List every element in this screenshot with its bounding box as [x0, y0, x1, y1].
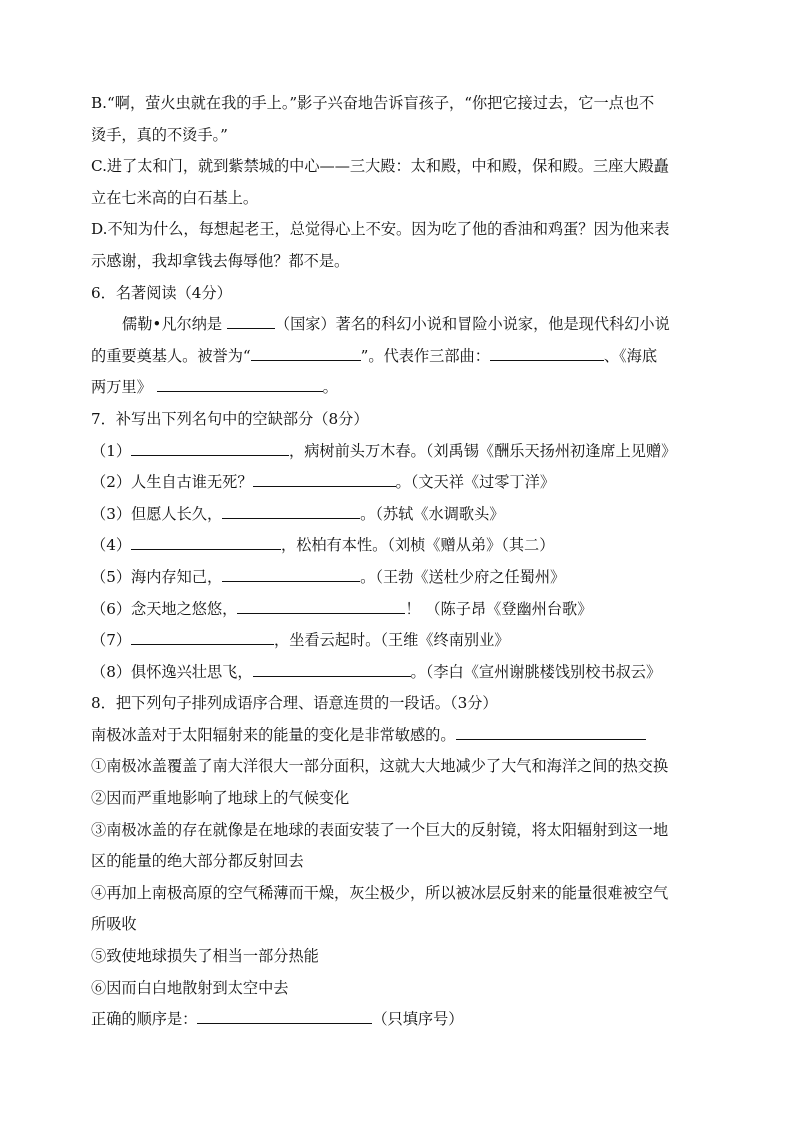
- q7-item-1: [91, 436, 703, 468]
- q7-item-prefix: 念天地之悠悠，: [131, 599, 238, 618]
- q7-item-prefix: 俱怀逸兴壮思飞，: [131, 662, 253, 681]
- q6-paragraph-line-2: [91, 341, 703, 373]
- q7-item-prefix: 人生自古谁无死？: [131, 473, 253, 492]
- q8-sentence-3-line-1: ③南极冰盖的存在就像是在地球的表面安装了一个巨大的反射镜，将太阳辐射到这一地: [91, 820, 669, 839]
- q7-item-number: （3）: [91, 504, 132, 523]
- answer-blank-work-3[interactable]: [157, 373, 323, 392]
- option-c-line-1: C.进了太和门，就到紫禁城的中心——三大殿：太和殿，中和殿，保和殿。三座大殿矗: [91, 157, 669, 176]
- answer-blank-work-1[interactable]: [490, 342, 604, 361]
- option-b-line-2: 烫手，真的不烫手。”: [91, 125, 228, 144]
- q6-text: 的重要奠基人。被誉为“: [91, 346, 251, 365]
- q7-item-number: （2）: [91, 473, 132, 492]
- q7-item-suffix: ，松柏有本性。（刘桢《赠从弟》（其二）: [281, 536, 555, 555]
- q7-item-number: （5）: [91, 567, 132, 586]
- option-c-line-2: 立在七米高的白石基上。: [91, 188, 259, 207]
- answer-blank-title[interactable]: [251, 342, 361, 361]
- q7-item-number: （7）: [91, 631, 132, 650]
- q8-answer-label: 正确的顺序是：: [91, 1010, 198, 1029]
- exam-page: [91, 88, 703, 1036]
- q6-text: 两万里》: [91, 378, 157, 397]
- q6-text: 、《海底: [603, 346, 658, 365]
- q6-paragraph-line-1: [91, 309, 703, 341]
- answer-blank-q7-3[interactable]: [222, 500, 360, 519]
- q7-item-number: （4）: [91, 536, 132, 555]
- answer-blank-q7-2[interactable]: [253, 468, 396, 487]
- answer-blank-q7-8[interactable]: [253, 658, 411, 677]
- q6-title: 6．名著阅读（4分）: [91, 283, 232, 302]
- q8-sentence-2: ②因而严重地影响了地球上的气候变化: [91, 789, 350, 808]
- q7-item-5: [91, 562, 703, 594]
- q7-item-3: [91, 499, 703, 531]
- q6-text: （国家）著名的科幻小说和冒险小说家，他是现代科幻小说: [274, 315, 670, 334]
- q7-item-suffix: ，病树前头万木春。（刘禹锡《酬乐天扬州初逢席上见赠》: [289, 441, 677, 460]
- answer-blank-q8-order[interactable]: [197, 1005, 372, 1024]
- q7-title: 7．补写出下列名句中的空缺部分（8分）: [91, 409, 369, 428]
- answer-blank-q7-4[interactable]: [131, 531, 281, 550]
- q7-item-number: （1）: [91, 441, 132, 460]
- answer-blank-q7-1[interactable]: [131, 437, 289, 456]
- q8-sentence-5: ⑤致使地球损失了相当一部分热能: [91, 947, 319, 966]
- option-d-line-1: D.不知为什么，每想起老王，总觉得心上不安。因为吃了他的香油和鸡蛋？因为他来表: [91, 220, 670, 239]
- q7-item-number: （6）: [91, 599, 132, 618]
- q6-text: 儒勒•凡尔纳是: [122, 315, 227, 334]
- q6-text: 。: [322, 378, 338, 397]
- q8-sentence-3-line-2: 区的能量的绝大部分都反射回去: [91, 852, 304, 871]
- q7-item-suffix: ！ （陈子昂《登幽州台歌》: [405, 599, 593, 618]
- answer-blank-country[interactable]: [227, 310, 275, 329]
- q7-item-7: [91, 625, 703, 657]
- q7-item-prefix: 海内存知己，: [131, 567, 223, 586]
- q8-sentence-1: ①南极冰盖覆盖了南大洋很大一部分面积，这就大大地减少了大气和海洋之间的热交换: [91, 757, 669, 776]
- option-b-line-1: B.“啊，萤火虫就在我的手上。”影子兴奋地告诉盲孩子，“你把它接过去，它一点也不: [91, 94, 655, 112]
- q7-item-suffix: 。（文天祥《过零丁洋》: [395, 473, 556, 492]
- answer-blank-q7-5[interactable]: [222, 563, 360, 582]
- q8-intro: 南极冰盖对于太阳辐射来的能量的变化是非常敏感的。: [91, 725, 456, 744]
- q7-item-suffix: ，坐看云起时。（王维《终南别业》: [274, 631, 510, 650]
- q7-item-8: [91, 657, 703, 689]
- q7-item-2: [91, 467, 703, 499]
- q8-intro-line: [91, 720, 703, 752]
- q7-item-number: （8）: [91, 662, 132, 681]
- answer-blank-q7-6[interactable]: [237, 595, 405, 614]
- q7-item-6: [91, 594, 703, 626]
- q6-text: ”。代表作三部曲：: [360, 346, 490, 365]
- q8-sentence-4-line-1: ④再加上南极高原的空气稀薄而干燥，灰尘极少，所以被冰层反射来的能量很难被空气: [91, 883, 669, 902]
- q7-item-prefix: 但愿人长久，: [131, 504, 223, 523]
- option-d-line-2: 示感谢，我却拿钱去侮辱他？都不是。: [91, 251, 350, 270]
- q7-item-suffix: 。（苏轼《水调歌头》: [360, 504, 505, 523]
- q7-item-suffix: 。（王勃《送杜少府之任蜀州》: [360, 567, 566, 586]
- answer-blank-q7-7[interactable]: [131, 626, 274, 645]
- q8-title: 8．把下列句子排列成语序合理、语意连贯的一段话。（3分）: [91, 694, 498, 713]
- answer-blank-q8-intro[interactable]: [456, 721, 646, 740]
- q8-answer-line: [91, 1004, 703, 1036]
- q7-item-suffix: 。（李白《宣州谢朓楼饯别校书叔云》: [410, 662, 662, 681]
- q7-item-4: [91, 530, 703, 562]
- q8-sentence-4-line-2: 所吸收: [91, 915, 137, 934]
- q8-answer-note: （只填序号）: [372, 1010, 464, 1029]
- q8-sentence-6: ⑥因而白白地散射到太空中去: [91, 978, 289, 997]
- q6-paragraph-line-3: [91, 372, 703, 404]
